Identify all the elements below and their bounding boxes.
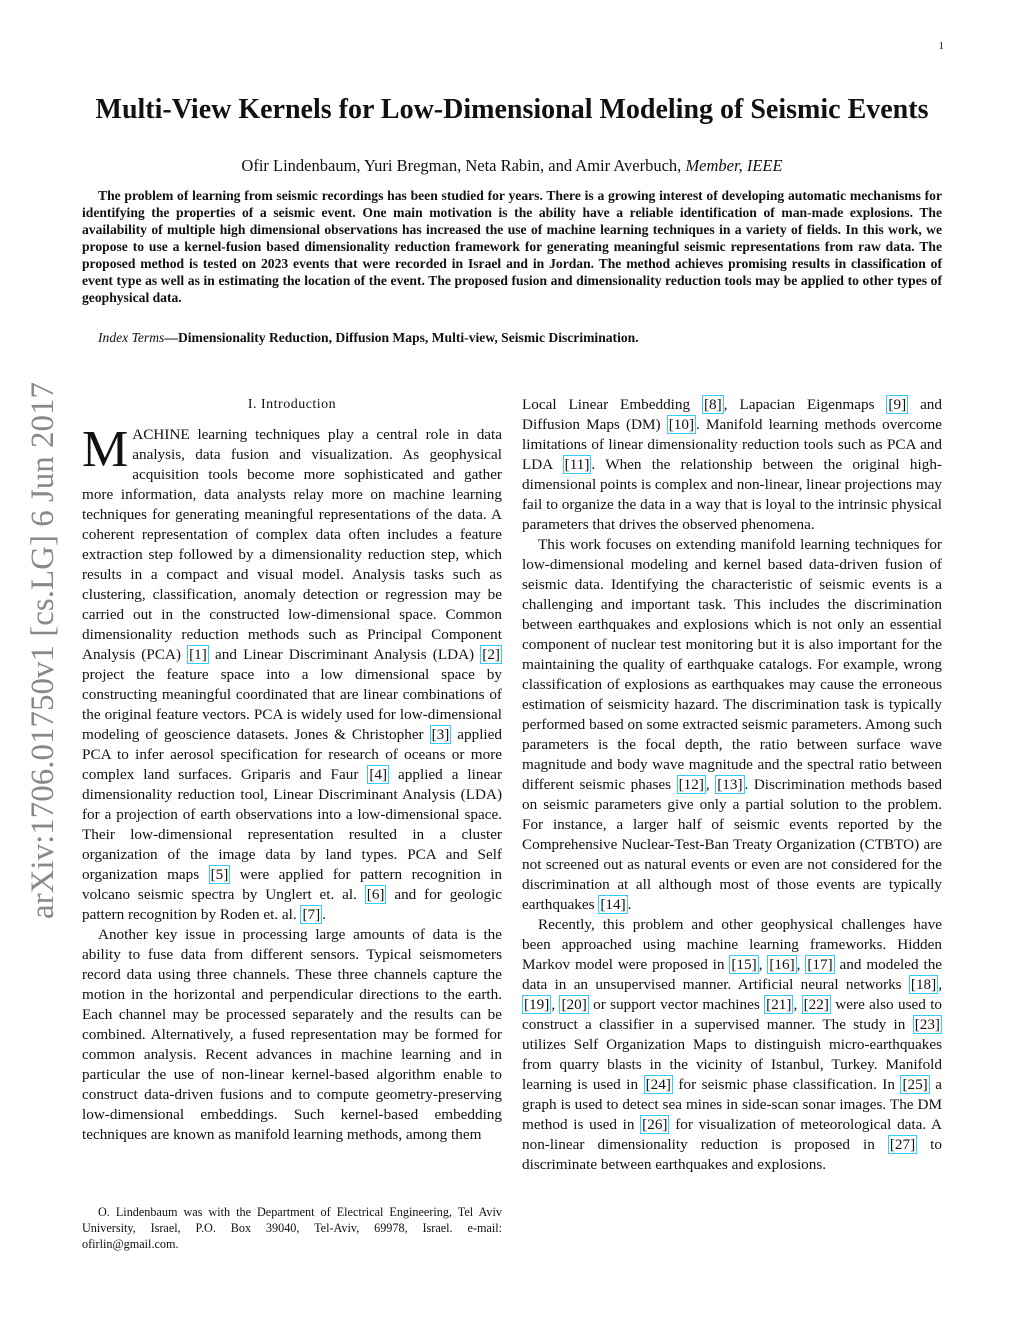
citation-link[interactable]: [10] <box>668 416 695 433</box>
citation-link[interactable]: [2] <box>482 646 500 663</box>
index-terms <box>82 330 942 346</box>
citation-link[interactable]: [8] <box>704 396 722 413</box>
citation-link[interactable]: [14] <box>600 896 626 913</box>
citation-link[interactable]: [16] <box>769 956 795 973</box>
section-heading: I. Introduction <box>247 397 337 412</box>
citation-link[interactable]: [22] <box>803 996 829 1013</box>
citation-link[interactable]: [25] <box>902 1076 928 1093</box>
citation-link[interactable]: [17] <box>807 956 833 973</box>
abstract: The problem of learning from seismic recordings has been studied for years. There is a growing interest of developing automatic mechanisms for identifying the properties of a seismic event. One main motivation is the ability have a reliable identification of man-made explosions. The availability of multiple high dimensional observations has increased the use of machine learning techniques in a variety of fields. In this work, we propose to use a kernel-fusion based dimensionality reduction framework for generating meaningful seismic representations from raw data. The proposed method is tested on 2023 events that were recorded in Israel and in Jordan. The method achieves promising results in classification of event type as well as in estimating the location of the event. The proposed fusion and dimensionality reduction tools may be applied to other types of geophysical data. <box>82 188 942 305</box>
citation-link[interactable]: [3] <box>431 726 450 743</box>
author-list <box>0 156 1024 176</box>
citation-link[interactable]: [19] <box>524 996 550 1013</box>
citation-link[interactable]: [1] <box>189 646 207 663</box>
author-names: Ofir Lindenbaum, Yuri Bregman, Neta Rabin, and Amir Averbuch, <box>241 156 682 175</box>
citation-link[interactable]: [24] <box>645 1076 671 1093</box>
intro-paragraph-4: This work focuses on extending manifold learning techniques for low-dimensional modeling and kernel based data-driven fusion of seismic data. Identifying the characteristic of seismic events is a challenging and important task. This includes the discrimination between earthquakes and explosions which is not only an essential component of nuclear test monitoring but it is also important for the maintaining the quality of earthquake catalogs. For example, wrong classification of explosions as earthquakes may cause the erroneous estimation of seismicity hazard. The discrimination task is typically performed based on some extracted seismic parameters. Among such parameters is the focal depth, the ratio between surface wave magnitude and body wave magnitude and the spectral ratio between different seismic phases [12] , [13] . Discrimination methods based on seismic parameters give only a partial solution to the problem. For instance, a larger half of seismic events reported by the Comprehensive Nuclear-Test-Ban Treaty Organization (CTBTO) are not screened out as natural events or even are not considered for the discrimination at all although most of those events are typically earthquakes [14] . <box>522 536 943 913</box>
citation-link[interactable]: [18] <box>910 976 937 993</box>
intro-paragraph-1: MACHINE learning techniques play a central role in data analysis, data fusion and visualization. As geophysical acquisition tools become more sophisticated and gather more information, data analysts relay more on machine learning techniques for generating meaningful representations of the data. A coherent representation of complex data often includes a feature extraction step followed by a dimensionality reduction step, which results in a compact and visual model. Analysis tasks such as clustering, classification, anomaly detection or regression may be carried out in the constructed low-dimensional space. Common dimensionality reduction methods such as Principal Component Analysis (PCA) [1] and Linear Discriminant Analysis (LDA) [2] project the feature space into a low dimensional space by constructing meaningful coordinated that are linear combinations of the original feature vectors. PCA is widely used for low-dimensional modeling of geoscience datasets. Jones & Christopher [3] applied PCA to infer aerosol specification for research of oceans or more complex land surfaces. Griparis and Faur [4] applied a linear dimensionality reduction tool, Linear Discriminant Analysis (LDA) for a projection of earth observations into a low-dimensional space. Their low-dimensional representation resulted in a cluster organization of the image data by land types. PCA and Self organization maps [5] were applied for pattern recognition in volcano seismic spectra by Unglert et. al. [6] and for geologic pattern recognition by Roden et. al. [7] . <box>82 421 503 923</box>
arxiv-id[interactable]: arXiv:1706.01750v1 [cs.LG] 6 Jun 2017 <box>25 381 62 919</box>
author-membership: Member, IEEE <box>685 156 783 175</box>
citation-link[interactable]: [23] <box>914 1016 940 1033</box>
index-terms-label: Index Terms <box>98 330 165 345</box>
citation-link[interactable]: [12] <box>678 776 704 793</box>
citation-link[interactable]: [9] <box>888 396 907 413</box>
page-number: 1 <box>938 40 944 52</box>
left-column <box>82 395 502 1145</box>
citation-link[interactable]: [4] <box>369 766 388 783</box>
citation-link[interactable]: [26] <box>642 1116 668 1133</box>
arxiv-watermark <box>26 370 62 930</box>
citation-link[interactable]: [15] <box>731 956 757 973</box>
intro-paragraph-5: Recently, this problem and other geophysical challenges have been approached using machine learning frameworks. Hidden Markov model were proposed in [15] , [16] , [17] and modeled the data in an unsupervised manner. Artificial neural networks [18] , [19] , [20] or support vector machines [21] , [22] were also used to construct a classifier in a supervised manner. The study in [23] utilizes Self Organization Maps to distinguish micro-earthquakes from quarry blasts in the vicinity of Istanbul, Turkey. Manifold learning is used in [24] for seismic phase classification. In [25] a graph is used to detect sea mines in side-scan sonar images. The DM method is used in [26] for visualization of meteorological data. A non-linear dimensionality reduction is proposed in [27] to discriminate between earthquakes and explosions. <box>522 916 943 1173</box>
citation-link[interactable]: [13] <box>717 776 743 793</box>
footnote: O. Lindenbaum was with the Department of Electrical Engineering, Tel Aviv University, Israel, P.O. Box 39040, Tel-Aviv, 69978, Israel. e-mail: ofirlin@gmail.com. <box>82 1205 502 1251</box>
citation-link[interactable]: [21] <box>766 996 792 1013</box>
citation-link[interactable]: [11] <box>564 456 590 473</box>
intro-paragraph-2: Another key issue in processing large amounts of data is the ability to fuse data from different sensors. Typical seismometers record data using three channels. These three channels capture the motion in the horizontal and perpendicular directions to the earth. Each channel may be processed separately and the results can be combined. Alternatively, a fused representation may be formed for common analysis. Recent advances in machine learning and in particular the use of non-linear kernel-based algorithm enable to construct data-driven fusions and to compute geometry-preserving low-dimensional embeddings. Such kernel-based embedding techniques are known as manifold learning methods, among them <box>82 926 502 1143</box>
intro-paragraph-3: Local Linear Embedding [8] , Lapacian Eigenmaps [9] and Diffusion Maps (DM) [10] . Manifold learning methods overcome limitations of linear dimensionality reduction tools such as PCA and LDA [11] . When the relationship between the original high-dimensional points is complex and non-linear, linear projections may fail to organize the data in a way that is loyal to the intrinsic physical parameters that drives the observed phenomena. <box>522 396 942 533</box>
index-terms-list: —Dimensionality Reduction, Diffusion Maps, Multi-view, Seismic Discrimination. <box>164 330 639 345</box>
citation-link[interactable]: [7] <box>302 906 321 923</box>
citation-link[interactable]: [27] <box>889 1136 916 1153</box>
drop-cap: M <box>82 421 129 478</box>
paper-title: Multi-View Kernels for Low-Dimensional Modeling of Seismic Events <box>95 94 929 125</box>
citation-link[interactable]: [5] <box>210 866 229 883</box>
citation-link[interactable]: [20] <box>561 996 587 1013</box>
right-column <box>522 395 942 1175</box>
citation-link[interactable]: [6] <box>366 886 385 903</box>
